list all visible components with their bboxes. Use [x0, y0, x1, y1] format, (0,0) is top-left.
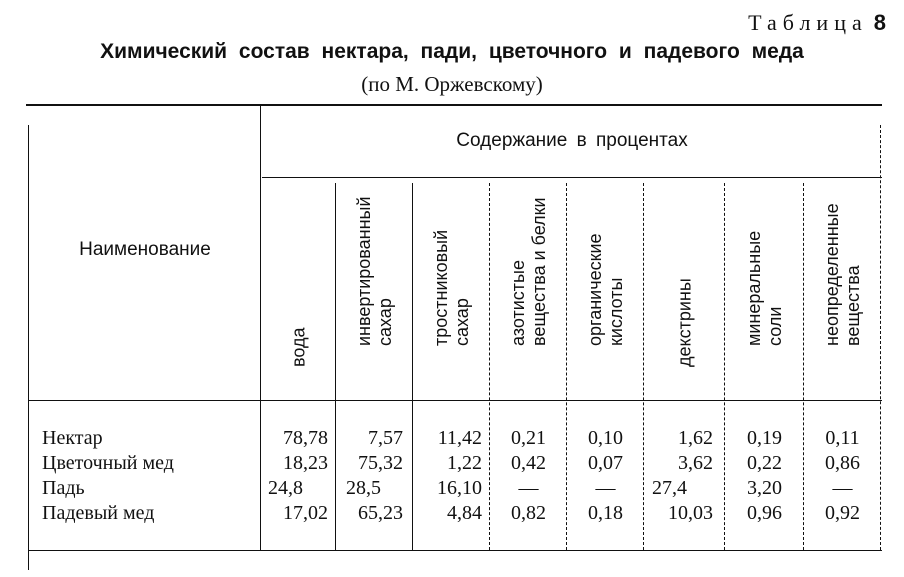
column-header-line: инвертированный: [353, 196, 374, 346]
column-header-line: тростниковый: [430, 229, 451, 346]
column-header-line: органические: [584, 233, 605, 346]
column-header-cane-sugar: [414, 183, 489, 398]
column-header-dextrins: [645, 183, 724, 398]
header-bottom-rule: [28, 400, 882, 401]
col-divider: [489, 183, 490, 550]
column-header-organic-acids: [568, 183, 643, 398]
table-cell: 0,07: [588, 452, 623, 474]
column-header-line: вода: [288, 327, 308, 367]
column-header-line: минеральные: [743, 230, 764, 346]
table-cell: 78,78: [283, 427, 328, 449]
table-cell: 65,23: [358, 502, 403, 524]
table-number: 8: [873, 10, 886, 35]
column-header-line: неопределенные: [821, 203, 842, 346]
table-cell: 0,19: [747, 427, 782, 449]
table-cell: 0,11: [825, 427, 860, 449]
column-header-invert-sugar: [337, 183, 412, 398]
row-name-honeydew: Падь: [42, 477, 85, 499]
column-header-line: сахар: [374, 298, 395, 346]
table-cell: 7,57: [368, 427, 403, 449]
table-cell: 18,23: [283, 452, 328, 474]
top-rule: [26, 104, 882, 106]
col-divider: [724, 183, 725, 550]
table-caption: [748, 10, 886, 36]
table-cell: —: [832, 477, 853, 499]
table-cell: 1,22: [447, 452, 482, 474]
table-cell: 0,82: [511, 502, 546, 524]
col-divider: [412, 183, 413, 550]
col-divider: [335, 183, 336, 550]
column-header-line: вещества: [842, 265, 863, 346]
column-header-water: [262, 183, 335, 398]
table-cell: —: [595, 477, 616, 499]
col-divider: [643, 183, 644, 550]
table-cell: 0,42: [511, 452, 546, 474]
table-cell: 17,02: [283, 502, 328, 524]
col-divider: [566, 183, 567, 550]
table-cell: 0,18: [588, 502, 623, 524]
name-column-header: Наименование: [79, 239, 211, 260]
col-divider: [803, 183, 804, 550]
name-column-divider: [260, 106, 261, 550]
table-cell: 0,10: [588, 427, 623, 449]
table-cell: 16,10: [437, 477, 482, 499]
bottom-rule: [28, 550, 882, 551]
table-cell: 0,96: [747, 502, 782, 524]
group-header-rule: [262, 177, 882, 178]
table-cell: 0,21: [511, 427, 546, 449]
row-name-honeydew-honey: Падевый мед: [42, 502, 155, 524]
table-cell: 24,8: [268, 477, 303, 499]
table-cell: 0,22: [747, 452, 782, 474]
row-name-nectar: Нектар: [42, 427, 103, 449]
table-cell: 27,4: [652, 477, 687, 499]
column-header-line: сахар: [451, 298, 472, 346]
content-group-header: Содержание в процентах: [456, 130, 688, 151]
column-header-nitrogen-proteins: [491, 183, 566, 398]
table-cell: —: [518, 477, 539, 499]
column-header-line: соли: [764, 306, 785, 346]
column-header-line: азотистые: [507, 260, 528, 346]
right-border: [880, 125, 881, 550]
table-cell: 3,20: [747, 477, 782, 499]
row-name-flower-honey: Цветочный мед: [42, 452, 174, 474]
column-header-line: кислоты: [605, 277, 626, 346]
table-caption-word: Таблица: [748, 10, 868, 35]
table-title: Химический состав нектара, пади, цветочного и падевого меда: [100, 40, 804, 63]
table-cell: 0,86: [825, 452, 860, 474]
table-cell: 10,03: [668, 502, 713, 524]
table-cell: 1,62: [678, 427, 713, 449]
table-cell: 75,32: [358, 452, 403, 474]
table-cell: 11,42: [437, 427, 482, 449]
column-header-mineral-salts: [726, 183, 803, 398]
table-cell: 0,92: [825, 502, 860, 524]
table-subtitle: (по М. Оржевскому): [361, 72, 543, 96]
table-cell: 3,62: [678, 452, 713, 474]
table-cell: 28,5: [346, 477, 381, 499]
table-cell: 4,84: [447, 502, 482, 524]
left-border: [28, 125, 29, 570]
column-header-line: декстрины: [674, 278, 694, 367]
column-header-undetermined: [805, 183, 880, 398]
column-header-line: вещества и белки: [528, 197, 549, 346]
